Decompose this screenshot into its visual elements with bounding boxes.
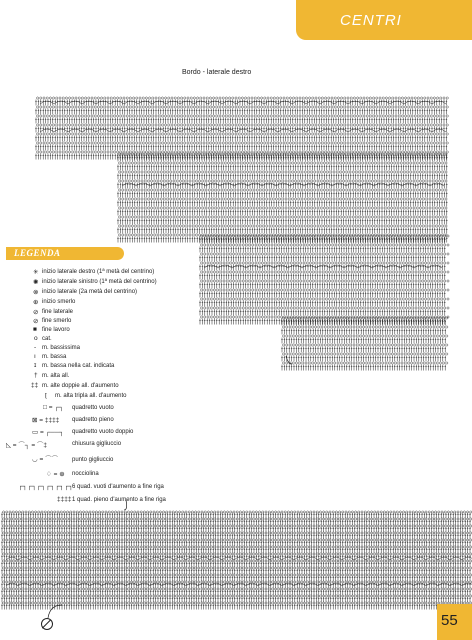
six-mesh-increase-icon: ┌┐┌┐┌┐┌┐┌┐┌┐ [18,483,74,490]
double-open-mesh-icon: ▭ = ┌──┐ [32,429,64,436]
double-increase-icon: ‡‡ [31,382,39,389]
start-half-icon: ⊗ [33,289,39,296]
legend-item: quadretto pieno [72,417,114,423]
chain-icon: o [34,335,38,342]
sc-in-chain-icon: ɪ [34,362,37,369]
triple-increase-icon: ʈ [45,392,47,399]
legend-item: m. alta tripla all. d'aumento [55,393,127,399]
one-filled-increase-icon: ‡‡‡‡ [57,496,72,503]
legend-item: punto gigliuccio [72,457,114,463]
legend-item: inizio laterale destro (1ª metà del centrino) [42,269,155,275]
legend-item: m. bassissima [42,345,81,351]
lacet-close-icon: ◺ = ⌒┐ = ⌒‡ [6,442,48,449]
legend-item: 6 quad. vuoti d'aumento a fine riga [72,484,164,490]
legend-item: inizio laterale sinistro (1ª metà del centrino) [42,279,157,285]
legend-item: m. bassa nella cat. indicata [42,363,115,369]
side-border-chart [35,97,449,371]
page-number: 55 [441,612,458,629]
legend-item: m. alte doppie all. d'aumento [42,383,119,389]
double-crochet-icon: † [34,372,38,379]
legend-item: m. alta all. [42,373,70,379]
chart-subtitle: Bordo - laterale destro [182,69,252,76]
end-scallop-icon: ⊘ [33,318,39,325]
bobble-icon: ♢ = ⊕ [46,471,65,478]
legend-item: nocciolina [72,471,99,477]
legend-item: cat. [42,336,52,342]
filled-mesh-icon: ⊠ = ‡‡‡‡ [32,417,60,424]
lacet-stitch-icon: ◡ = ⌒⌒ [32,456,59,463]
slip-stitch-icon: - [34,344,37,351]
start-right-icon: ✳ [33,269,39,276]
legend-item: m. bassa [42,354,67,360]
end-marker-icon [41,618,53,630]
legend-item: quadretto vuoto [72,405,114,411]
section-title: CENTRI [340,12,402,29]
open-mesh-icon: □ = ┌┐ [43,404,64,411]
end-work-icon: ■ [33,326,37,333]
legend-item: 1 quad. pieno d'aumento a fine riga [72,497,166,503]
end-side-icon: ⊘ [33,309,39,316]
legend-item: fine laterale [42,309,74,315]
start-scallop-icon: ⊕ [33,299,39,306]
legend-title: LEGENDA [14,248,61,258]
legend-item: chiusura gigliuccio [72,441,122,447]
start-left-icon: ✺ [33,279,39,286]
bottom-border-chart [1,511,472,610]
legend-item: inizio smerlo [42,299,76,305]
legend-item: quadretto vuoto doppio [72,429,134,435]
legend-item: inizio laterale (2a metà del centrino) [42,289,138,295]
single-crochet-icon: ı [34,353,36,360]
legend-item: fine lavoro [42,327,70,333]
legend-item: fine smerlo [42,318,72,324]
